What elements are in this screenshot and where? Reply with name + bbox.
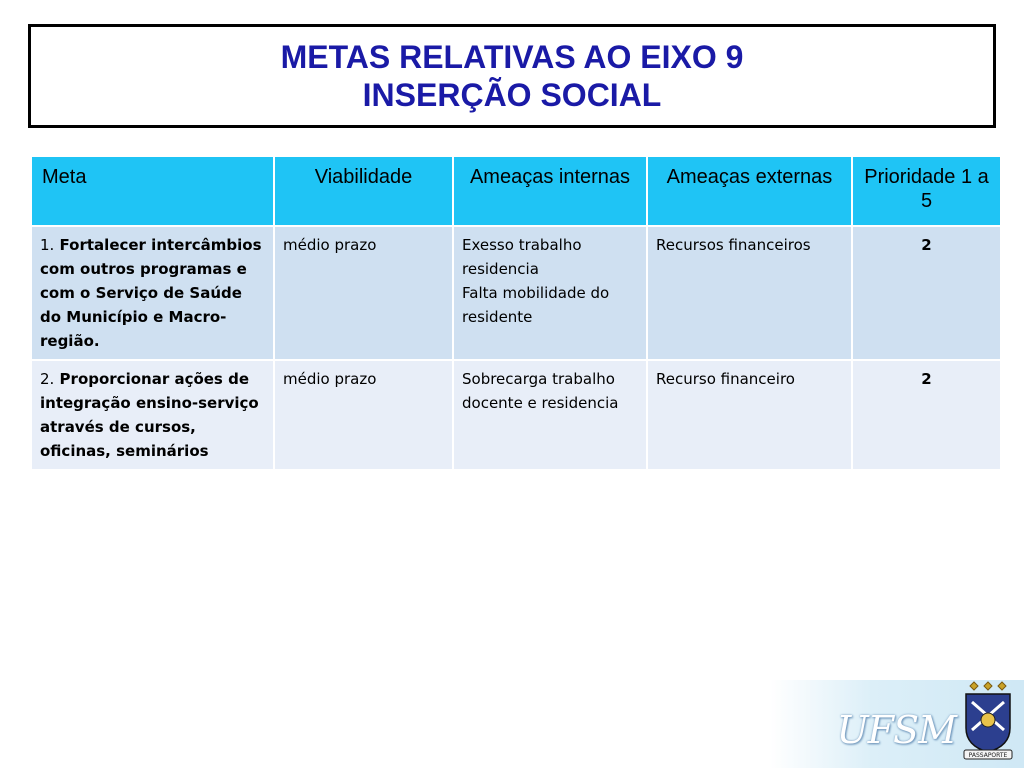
cell-prioridade: 2	[852, 360, 1001, 470]
internal-threat: Sobrecarga trabalho docente e residencia	[462, 370, 619, 412]
header-ameacas-internas: Ameaças internas	[453, 156, 647, 226]
meta-number: 2.	[40, 370, 55, 388]
goals-table	[30, 155, 1002, 471]
table-row	[31, 360, 1001, 470]
cell-ameacas-externas: Recursos financeiros	[647, 226, 852, 360]
internal-threat: Falta mobilidade do residente	[462, 284, 610, 326]
cell-prioridade: 2	[852, 226, 1001, 360]
meta-number: 1.	[40, 236, 55, 254]
internal-threat: Exesso trabalho residencia	[462, 236, 582, 278]
ufsm-logo	[770, 680, 1024, 768]
cell-meta	[31, 226, 274, 360]
cell-ameacas-externas: Recurso financeiro	[647, 360, 852, 470]
cell-ameacas-internas	[453, 226, 647, 360]
header-viabilidade: Viabilidade	[274, 156, 453, 226]
header-prioridade: Prioridade 1 a 5	[852, 156, 1001, 226]
slide-title	[28, 24, 996, 128]
meta-text: Proporcionar ações de integração ensino-serviço através de cursos, oficinas, seminários	[40, 370, 259, 460]
table-header-row	[31, 156, 1001, 226]
title-line-1: METAS RELATIVAS AO EIXO 9	[280, 39, 744, 75]
logo-text: UFSM	[836, 708, 956, 752]
title-line-2: INSERÇÃO SOCIAL	[362, 77, 662, 113]
header-ameacas-externas: Ameaças externas	[647, 156, 852, 226]
cell-viabilidade: médio prazo	[274, 226, 453, 360]
header-meta: Meta	[31, 156, 274, 226]
crest-ribbon-text: PASSAPORTE	[968, 752, 1008, 759]
ufsm-crest-icon	[958, 680, 1018, 768]
cell-ameacas-internas	[453, 360, 647, 470]
cell-meta	[31, 360, 274, 470]
table-row	[31, 226, 1001, 360]
cell-viabilidade: médio prazo	[274, 360, 453, 470]
meta-text: Fortalecer intercâmbios com outros programas e com o Serviço de Saúde do Município e Macro-região.	[40, 236, 262, 350]
